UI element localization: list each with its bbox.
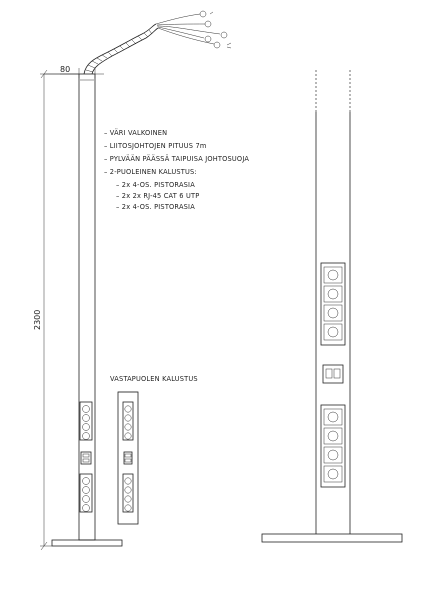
note-1: – VÄRI VALKOINEN bbox=[104, 129, 168, 137]
right-socket-group-upper bbox=[321, 263, 345, 345]
right-base-plate bbox=[262, 534, 402, 542]
socket-group-lower bbox=[80, 474, 92, 512]
right-rj45-module bbox=[323, 365, 343, 383]
conduit-ribs bbox=[86, 30, 152, 72]
notes-block bbox=[104, 128, 249, 211]
height-dimension bbox=[33, 70, 79, 550]
flexible-conduit bbox=[84, 24, 156, 74]
cable-plugs bbox=[156, 11, 231, 48]
sub-note-3: – 2x 4-OS. PISTORASIA bbox=[116, 203, 195, 211]
base-plate bbox=[52, 540, 122, 546]
note-2: – LIITOSJOHTOJEN PITUUS 7m bbox=[104, 142, 207, 150]
back-side-label: VASTAPUOLEN KALUSTUS bbox=[110, 375, 198, 383]
left-pole bbox=[52, 11, 231, 546]
height-dimension-label: 2300 bbox=[33, 309, 42, 330]
note-4: – 2-PUOLEINEN KALUSTUS: bbox=[104, 168, 197, 176]
width-dimension bbox=[44, 65, 104, 78]
sub-note-1: – 2x 4-OS. PISTORASIA bbox=[116, 181, 195, 189]
pole-body bbox=[79, 74, 95, 540]
note-3: – PYLVÄÄN PÄÄSSÄ TAIPUISA JOHTOSUOJA bbox=[104, 155, 250, 163]
right-socket-group-lower bbox=[321, 405, 345, 487]
rj45-module bbox=[81, 452, 91, 464]
back-side-detail bbox=[110, 375, 198, 524]
socket-group-upper bbox=[80, 402, 92, 440]
sub-note-2: – 2x 2x RJ-45 CAT 6 UTP bbox=[116, 192, 200, 200]
flexible-conduit-inner bbox=[92, 28, 158, 74]
width-dimension-label: 80 bbox=[60, 65, 71, 74]
right-pole bbox=[262, 70, 402, 542]
